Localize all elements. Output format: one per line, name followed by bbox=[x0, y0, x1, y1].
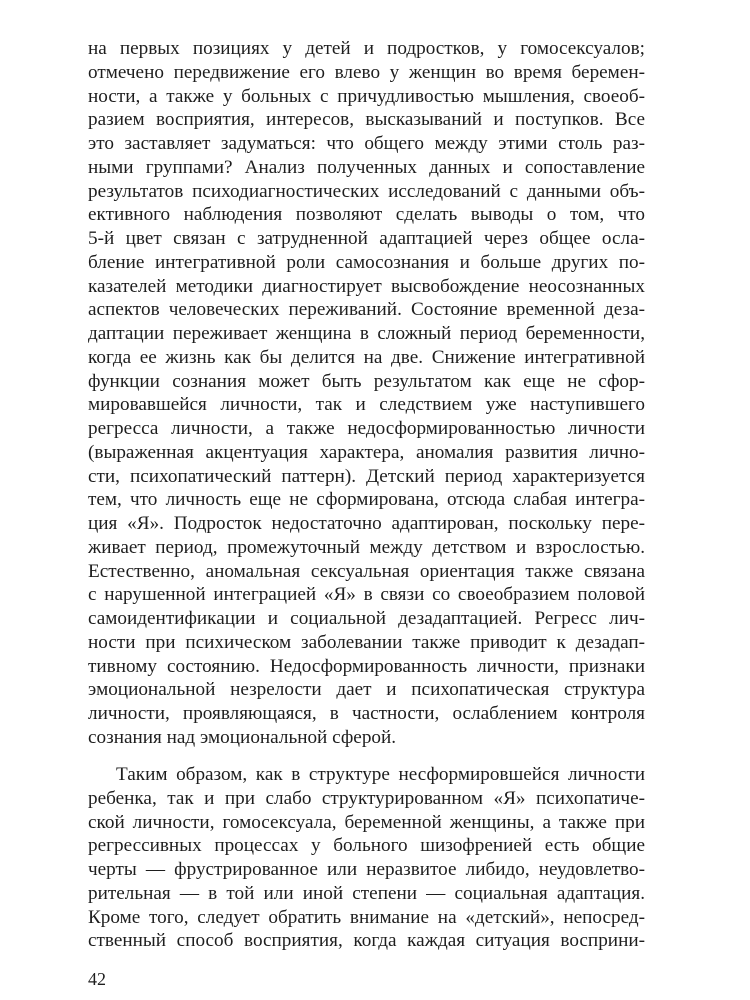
text-line: ция «Я». Подросток недостаточно адаптирован, поскольку пере- bbox=[88, 513, 645, 534]
paragraph-1 bbox=[88, 37, 645, 750]
paragraph-2 bbox=[88, 763, 645, 953]
text-line: личности, проявляющаяся, в частности, ослаблением контроля bbox=[88, 703, 645, 724]
text-line: ской личности, гомосексуала, беременной женщины, а также при bbox=[88, 811, 645, 833]
text-line: разием восприятия, интересов, высказываний и поступков. Все bbox=[88, 109, 645, 131]
text-line: сознания над эмоциональной сферой. bbox=[88, 726, 397, 748]
text-line: (выраженная акцентуация характера, аномалия развития лично- bbox=[88, 441, 645, 463]
text-line: регресса личности, а также недосформированностью личности bbox=[88, 418, 645, 439]
text-line: Таким образом, как в структуре несформировшейся личности bbox=[116, 764, 645, 785]
text-line: на первых позициях у детей и подростков, у гомосексуалов; bbox=[88, 38, 645, 59]
text-line: тивному состоянию. Недосформированность личности, признаки bbox=[88, 655, 645, 677]
text-line: черты — фрустрированное или неразвитое либидо, неудовлетво- bbox=[88, 859, 645, 880]
text-line: аспектов человеческих переживаний. Состояние временной деза- bbox=[88, 299, 645, 321]
text-line: результатов психодиагностических исследований с данными объ- bbox=[88, 180, 645, 202]
page-number: 42 bbox=[88, 969, 106, 989]
text-line: когда ее жизнь как бы делится на две. Снижение интегративной bbox=[88, 346, 645, 368]
text-line: самоидентификации и социальной дезадаптацией. Регресс лич- bbox=[88, 608, 645, 629]
text-line: с нарушенной интеграцией «Я» в связи со своеобразием половой bbox=[88, 584, 645, 606]
text-line: бление интегративной роли самосознания и больше других по- bbox=[88, 251, 645, 273]
text-line: сти, психопатический паттерн). Детский период характеризуется bbox=[88, 465, 645, 487]
text-line: казателей методики диагностирует высвобождение неосознанных bbox=[88, 275, 645, 297]
text-line: Естественно, аномальная сексуальная ориентация также связана bbox=[88, 560, 645, 582]
text-line: эмоциональной незрелости дает и психопатическая структура bbox=[88, 679, 645, 701]
text-line: отмечено передвижение его влево у женщин во время беремен- bbox=[88, 61, 645, 83]
text-line: функции сознания может быть результатом как еще не сфор- bbox=[88, 370, 645, 392]
text-line: это заставляет задуматься: что общего между этими столь раз- bbox=[88, 133, 645, 154]
text-line: мировавшейся личности, так и следствием уже наступившего bbox=[88, 394, 645, 416]
text-line: регрессивных процессах у больного шизофренией есть общие bbox=[88, 835, 645, 857]
text-line: даптации переживает женщина в сложный период беременности, bbox=[88, 323, 645, 344]
text-line: ственный способ восприятия, когда каждая ситуация восприни- bbox=[88, 930, 645, 952]
text-line: живает период, промежуточный между детством и взрослостью. bbox=[88, 536, 645, 558]
text-line: ективного наблюдения позволяют сделать выводы о том, что bbox=[88, 204, 645, 226]
text-line: тем, что личность еще не сформирована, отсюда слабая интегра- bbox=[88, 489, 645, 511]
text-line: ными группами? Анализ полученных данных и сопоставление bbox=[88, 156, 645, 178]
text-line: Кроме того, следует обратить внимание на «детский», непосред- bbox=[88, 906, 645, 928]
text-line: ности при психическом заболевании также приводит к дезадап- bbox=[88, 631, 645, 653]
text-line: ребенка, так и при слабо структурированном «Я» психопатиче- bbox=[88, 787, 645, 809]
text-line: ности, а также у больных с причудливостью мышления, своеоб- bbox=[88, 85, 645, 107]
text-line: рительная — в той или иной степени — социальная адаптация. bbox=[88, 882, 645, 904]
text-line: 5-й цвет связан с затрудненной адаптацией через общее осла- bbox=[88, 228, 645, 249]
